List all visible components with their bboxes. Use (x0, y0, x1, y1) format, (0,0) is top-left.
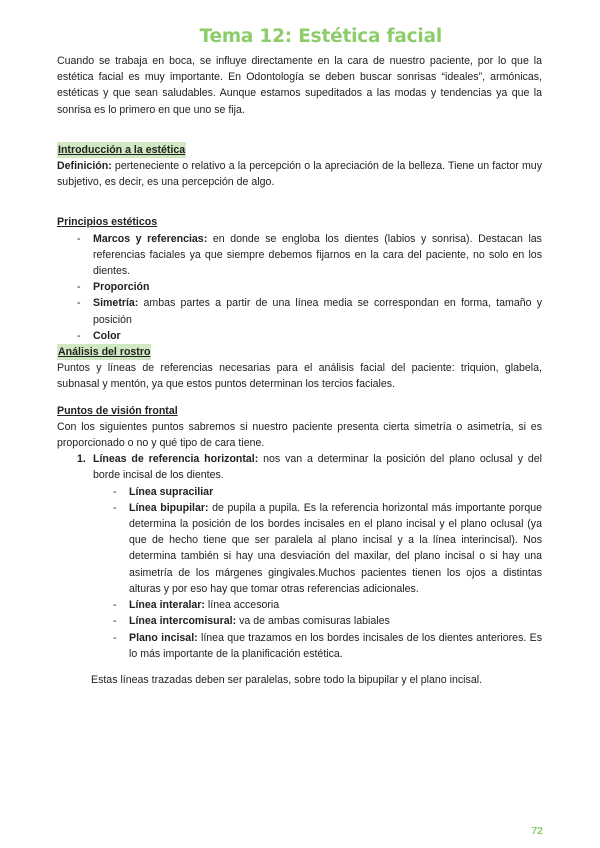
list-marker: 1. (77, 453, 86, 466)
intro-paragraph: Cuando se trabaja en boca, se influye directamente en la cara de nuestro paciente, por lo que la estética facial es muy importante. En Odontología se deben buscar sonrisas “ideales”, armónicas, estéticas y que sean saludables. Aunque estamos supeditados a las modas y tendencias ya que la sonrisa es lo primero en que uno se fija. (57, 55, 542, 116)
principles-list (57, 231, 542, 344)
frontal-paragraph: Con los siguientes puntos sabremos si nuestro paciente presenta cierta simetría o asimetría, si es proporcionado o no y qué tipo de cara tiene. (57, 420, 542, 450)
list-item: - Marcos y referencias: en donde se engloba los dientes (labios y sonrisa). Destacan las referencias faciales ya que siempre debemos fijarnos en la cara del paciente, no solo en los dientes. (57, 231, 542, 280)
section-heading-principles: Principios estéticos (57, 216, 158, 229)
definition-paragraph (57, 158, 542, 190)
list-item: - Línea bipupilar: de pupila a pupila. Es la referencia horizontal más importante porque determina la posición de los bordes incisales en el plano incisal y el plano oclusal (ya que de hecho tiene que ser paralela al plano incisal y a la línea interincisal). Nos determina también si hay una desviación del maxilar, del plano incisal o si hay una asimetría de los márgenes gingivales.Muchos pacientes tienen los ojos a distintas alturas y por eso hay que tomar otras referencias adicionales. (57, 500, 542, 597)
page-title: Tema 12: Estética facial (199, 26, 442, 47)
reference-lines-list (57, 484, 542, 662)
list-item: - Línea intercomisural: va de ambas comisuras labiales (57, 613, 542, 629)
page-number: 72 (531, 825, 543, 837)
list-item: - Línea supraciliar (57, 484, 542, 500)
list-item: - Color (57, 328, 542, 344)
list-item: - Línea interalar: línea accesoria (57, 597, 542, 613)
section-heading-intro: Introducción a la estética (57, 142, 186, 158)
list-item: - Plano incisal: línea que trazamos en los bordes incisales de los dientes anteriores. Es lo más importante de la planificación estética. (57, 630, 542, 662)
section-heading-frontal: Puntos de visión frontal (57, 404, 178, 417)
page-content (57, 53, 542, 688)
definition-text: perteneciente o relativo a la percepción o la apreciación de la belleza. Tiene un factor muy subjetivo, es decir, es una percepción de algo. (57, 160, 542, 189)
closing-note: Estas líneas trazadas deben ser paralelas, sobre todo la bipupilar y el plano incisal. (91, 673, 483, 686)
list-item: - Proporción (57, 279, 542, 295)
frontal-numbered-list (57, 451, 542, 483)
list-item: 1. Líneas de referencia horizontal: nos van a determinar la posición del plano oclusal y del borde incisal de los dientes. (77, 453, 542, 482)
definition-label: Definición: (57, 160, 112, 173)
analysis-paragraph: Puntos y líneas de referencias necesarias para el análisis facial del paciente: triquion, glabela, subnasal y mentón, ya que estos puntos determinan los tercios faciales. (57, 362, 542, 391)
list-item: - Simetría: ambas partes a partir de una línea media se correspondan en forma, tamaño y posición (57, 295, 542, 327)
section-heading-analysis: Análisis del rostro (57, 344, 151, 360)
